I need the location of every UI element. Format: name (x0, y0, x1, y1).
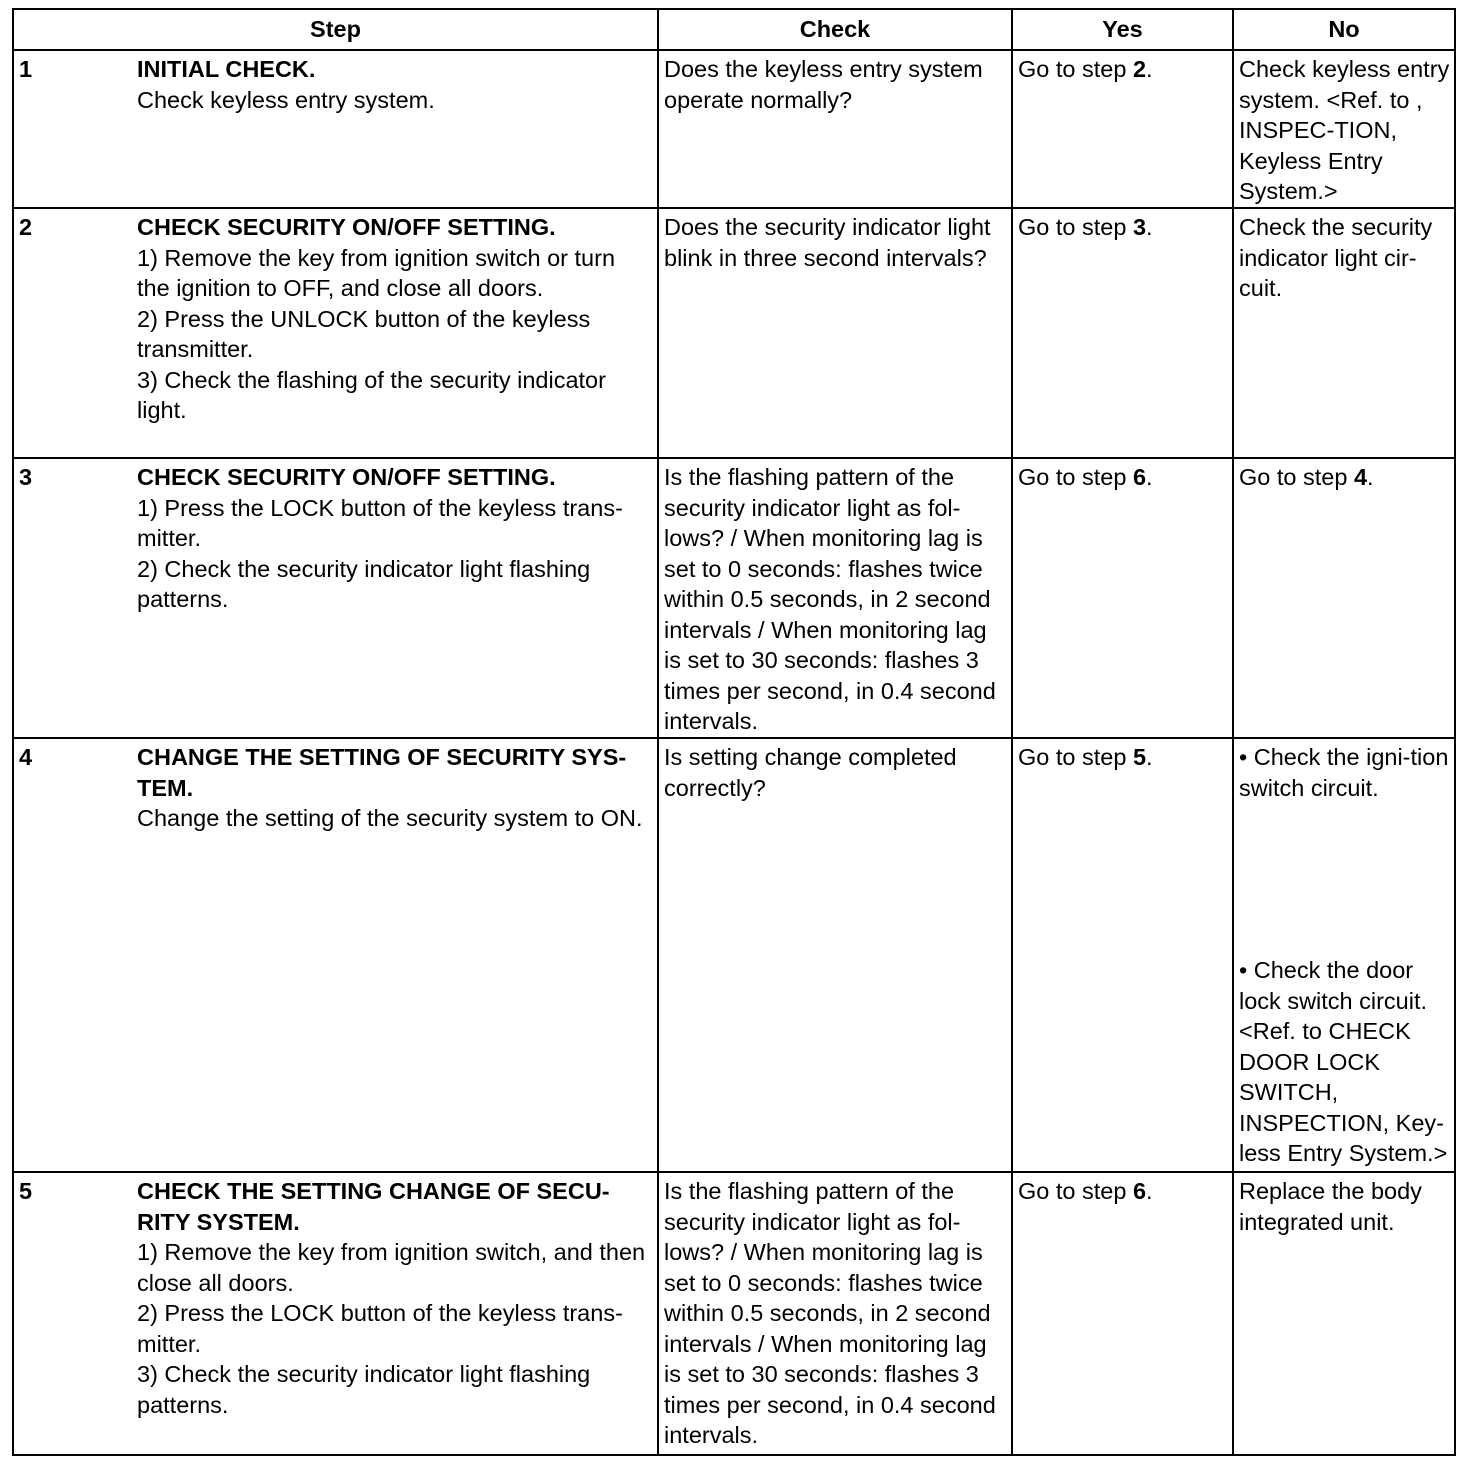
no-suffix: . (1367, 464, 1374, 490)
yes-cell (1012, 458, 1233, 738)
step-cell (13, 738, 658, 1172)
step-number: 2 (19, 214, 33, 240)
step-cell (13, 458, 658, 738)
table-row (13, 458, 1455, 738)
check-cell: Is setting change completed correctly? (658, 738, 1012, 1172)
step-instruction: 1) Remove the key from ignition switch or turn the ignition to OFF, and close all doors. (137, 244, 616, 301)
header-check: Check (658, 9, 1012, 50)
step-instruction: Check keyless entry system. (137, 86, 435, 113)
step-cell (13, 50, 658, 208)
check-cell: Is the flashing pattern of the security indicator light as fol-lows? / When monitoring lag is set to 0 seconds: flashes twice within 0.5 seconds, in 2 second intervals / When monitoring lag is set to 30 seconds: flashes 3 times per second, in 0.4 second intervals. (658, 458, 1012, 738)
header-no: No (1233, 9, 1455, 50)
step-cell (13, 1172, 658, 1455)
header-yes: Yes (1012, 9, 1233, 50)
yes-step-number: 5 (1132, 744, 1147, 770)
no-cell (1233, 50, 1455, 208)
yes-cell (1012, 50, 1233, 208)
yes-suffix: . (1146, 1178, 1153, 1204)
no-action: Replace the body integrated unit. (1239, 1178, 1422, 1235)
yes-prefix: Go to step (1018, 744, 1133, 770)
no-cell (1233, 1172, 1455, 1455)
yes-suffix: . (1146, 744, 1153, 770)
yes-prefix: Go to step (1018, 214, 1133, 240)
step-instruction: 3) Check the flashing of the security indicator light. (137, 366, 606, 423)
step-title: INITIAL CHECK. (137, 56, 316, 82)
yes-suffix: . (1146, 214, 1153, 240)
table-row (13, 208, 1455, 458)
yes-step-number: 6 (1132, 464, 1147, 490)
step-number: 3 (19, 464, 33, 490)
step-instruction: 2) Press the UNLOCK button of the keyless transmitter. (137, 305, 591, 362)
yes-step-number: 2 (1132, 56, 1147, 82)
no-action-bullet: • Check the igni-tion switch circuit. (1239, 744, 1449, 801)
step-title: CHECK THE SETTING CHANGE OF SECU-RITY SYSTEM. (137, 1178, 610, 1235)
yes-step-number: 6 (1132, 1178, 1147, 1204)
no-action: Check the security indicator light cir-cuit. (1239, 214, 1433, 301)
step-cell (13, 208, 658, 458)
no-action-bullet: • Check the door lock switch circuit. <Ref. to CHECK DOOR LOCK SWITCH, INSPECTION, Key-less Entry System.> (1239, 957, 1448, 1166)
yes-step-number: 3 (1132, 214, 1147, 240)
no-action: Check keyless entry system. <Ref. to , INSPEC-TION, Keyless Entry System.> (1239, 56, 1450, 204)
no-cell (1233, 458, 1455, 738)
no-cell (1233, 208, 1455, 458)
step-number: 1 (19, 56, 33, 82)
table-row (13, 738, 1455, 1172)
step-title: CHECK SECURITY ON/OFF SETTING. (137, 214, 556, 240)
step-instruction: 2) Press the LOCK button of the keyless trans-mitter. (137, 1300, 623, 1357)
step-instruction: 3) Check the security indicator light flashing patterns. (137, 1361, 591, 1418)
yes-cell (1012, 208, 1233, 458)
step-number: 4 (19, 744, 33, 770)
header-step: Step (13, 9, 658, 50)
yes-prefix: Go to step (1018, 1178, 1133, 1204)
yes-prefix: Go to step (1018, 464, 1133, 490)
no-step-number: 4 (1353, 464, 1368, 490)
step-instruction: Change the setting of the security system to ON. (137, 805, 643, 831)
table-row (13, 1172, 1455, 1455)
yes-suffix: . (1146, 464, 1153, 490)
header-row (13, 9, 1455, 50)
step-instruction: 2) Check the security indicator light flashing patterns. (137, 555, 591, 612)
step-instruction: 1) Press the LOCK button of the keyless trans-mitter. (137, 494, 623, 551)
table-row (13, 50, 1455, 208)
step-instruction: 1) Remove the key from ignition switch, and then close all doors. (137, 1239, 646, 1296)
yes-cell (1012, 1172, 1233, 1455)
bullet-gap (1239, 803, 1450, 955)
yes-prefix: Go to step (1018, 56, 1133, 82)
check-cell: Does the security indicator light blink in three second intervals? (658, 208, 1012, 458)
diagnostic-table (12, 8, 1456, 1456)
yes-cell (1012, 738, 1233, 1172)
step-number: 5 (19, 1178, 33, 1204)
step-title: CHANGE THE SETTING OF SECURITY SYS-TEM. (137, 744, 627, 801)
no-prefix: Go to step (1239, 464, 1354, 490)
step-title: CHECK SECURITY ON/OFF SETTING. (137, 464, 556, 490)
yes-suffix: . (1146, 56, 1153, 82)
check-cell: Does the keyless entry system operate normally? (658, 50, 1012, 208)
check-cell: Is the flashing pattern of the security indicator light as fol-lows? / When monitoring lag is set to 0 seconds: flashes twice within 0.5 seconds, in 2 second intervals / When monitoring lag is set to 30 seconds: flashes 3 times per second, in 0.4 second intervals. (658, 1172, 1012, 1455)
no-cell (1233, 738, 1455, 1172)
